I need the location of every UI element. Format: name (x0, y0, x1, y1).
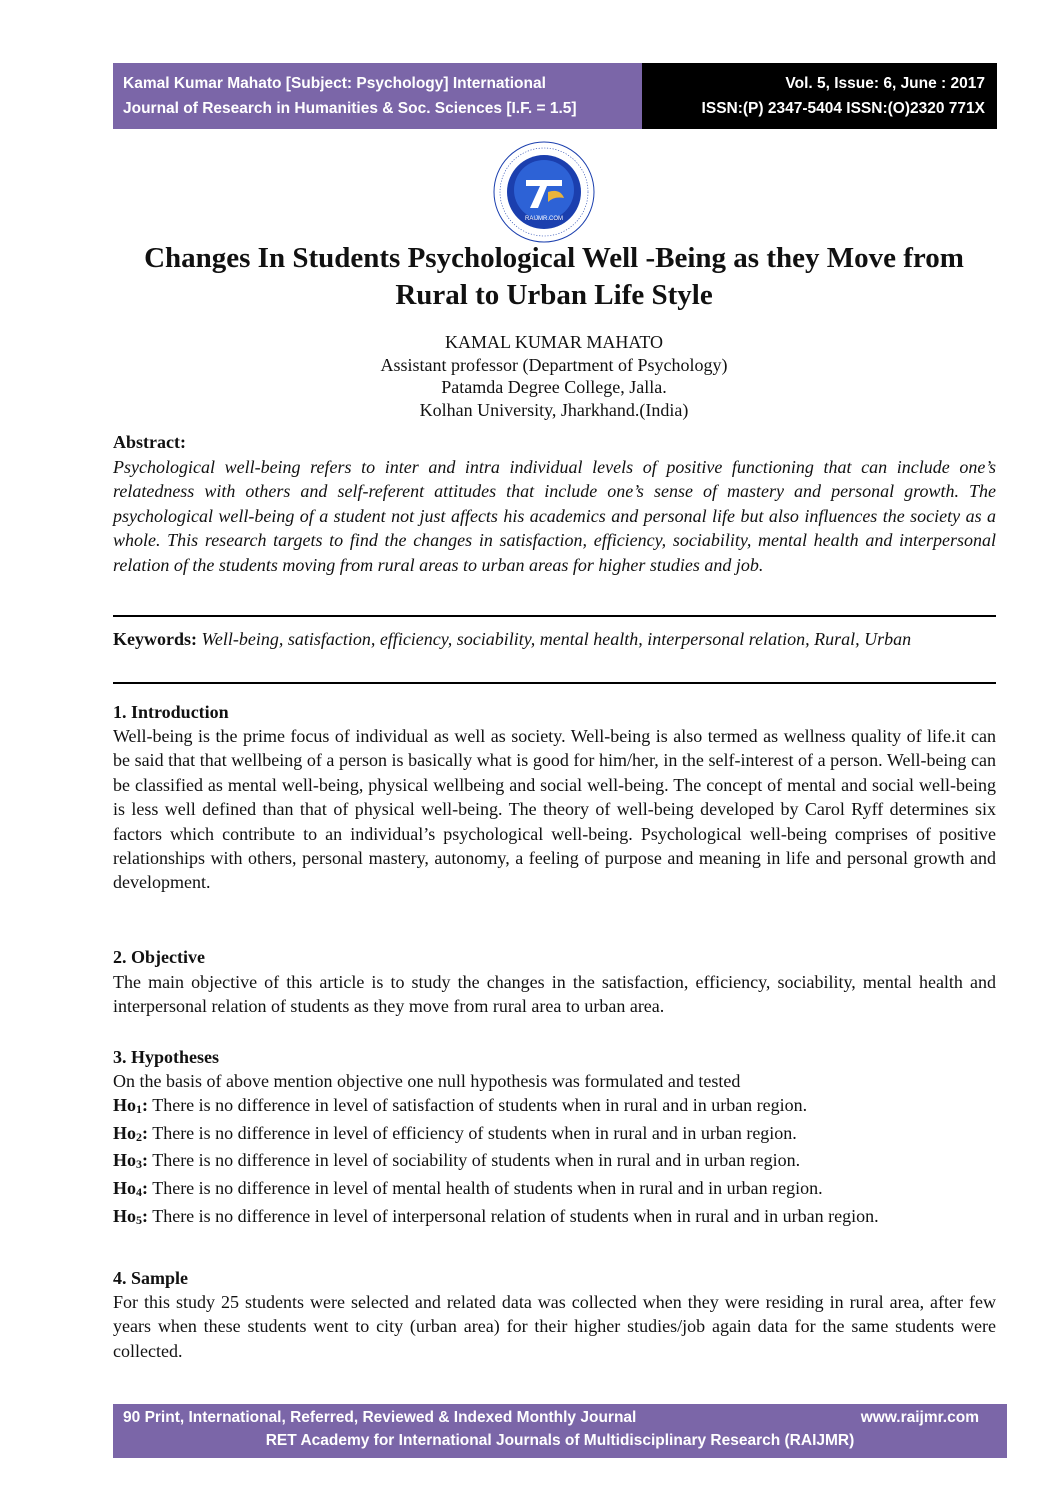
hypothesis-text: There is no difference in level of satisfaction of students when in rural and in urban region. (152, 1094, 808, 1115)
logo-text: RAIJMR.COM (525, 216, 563, 222)
header-issue-info (642, 63, 997, 129)
header-issn: ISSN:(P) 2347-5404 ISSN:(O)2320 771X (701, 100, 985, 117)
journal-footer (113, 1404, 1007, 1458)
hypothesis-label: Ho (113, 1178, 137, 1199)
footer-publisher: RET Academy for International Journals of Multidisciplinary Research (RAIJMR) (265, 1432, 855, 1449)
hypothesis-number: 2 (136, 1129, 143, 1144)
header-volume: Vol. 5, Issue: 6, June : 2017 (785, 75, 985, 92)
hypothesis-text: There is no difference in level of interpersonal relation of students when in rural and in urban region. (152, 1205, 879, 1226)
abstract-heading: Abstract: (113, 432, 186, 452)
footer-journal-type: Print, International, Referred, Reviewed & Indexed Monthly Journal (144, 1409, 637, 1426)
sample-text: For this study 25 students were selected and related data was collected when they were residing in rural area, after few years when these students went to city (urban area) for their higher studies/job again data for the same students were collected. (113, 1292, 996, 1361)
hypothesis-number: 3 (136, 1157, 143, 1172)
journal-header (113, 63, 997, 129)
hypothesis-number: 4 (136, 1185, 143, 1200)
page-number: 90 (123, 1409, 141, 1426)
hypothesis-label: Ho (113, 1094, 137, 1115)
hypothesis-item: $Ho_1$: There is no difference in level of satisfaction of students when in rural and in urban region. (113, 1094, 808, 1116)
objective-heading: 2. Objective (113, 947, 205, 967)
keywords (113, 627, 996, 651)
keywords-label: Keywords: (113, 629, 197, 649)
sample-heading: 4. Sample (113, 1268, 189, 1288)
hypotheses-intro: On the basis of above mention objective one null hypothesis was formulated and tested (113, 1071, 741, 1091)
hypothesis-number: 1 (136, 1101, 143, 1116)
divider-bottom (113, 682, 996, 684)
hypothesis-item: $Ho_2$: There is no difference in level of efficiency of students when in rural and in urban region. (113, 1122, 797, 1144)
hypotheses-heading: 3. Hypotheses (113, 1047, 220, 1067)
header-citation-line2: Journal of Research in Humanities & Soc. Sciences [I.F. = 1.5] (123, 100, 577, 117)
divider-top (113, 615, 996, 617)
hypothesis-item: $Ho_5$: There is no difference in level of interpersonal relation of students when in rural and in urban region. (113, 1205, 879, 1227)
author-name: KAMAL KUMAR MAHATO (444, 332, 663, 352)
header-citation-line1: Kamal Kumar Mahato [Subject: Psychology] International (123, 75, 546, 92)
hypothesis-item: $Ho_3$: There is no difference in level of sociability of students when in rural and in urban region. (113, 1150, 801, 1172)
paper-title: Changes In Students Psychological Well -Being as they Move from Rural to Urban Life Style (144, 242, 964, 311)
hypothesis-label: Ho (113, 1205, 137, 1226)
hypothesis-label: Ho (113, 1122, 137, 1143)
introduction-text: Well-being is the prime focus of individual as well as society. Well-being is also termed as wellness quality of life.it can be said that that wellbeing of a person is basically what is good for him/her, in the self-interest of a person. Well-being can be classified as mental well-being, physical wellbeing and social well-being. The concept of mental and social well-being is less well defined than that of physical well-being. The theory of well-being developed by Carol Ryff determines six factors which contribute to an individual’s psychological well-being. Psychological well-being comprises of positive relationships with others, personal mastery, autonomy, a feeling of purpose and meaning in life and personal growth and development. (113, 726, 996, 893)
journal-logo (492, 140, 596, 244)
hypothesis-number: 5 (136, 1212, 143, 1227)
hypotheses-list (113, 1070, 996, 1233)
abstract-text: Psychological well-being refers to inter and intra individual levels of positive functioning that can include one’s relatedness with others and self-referent attitudes that include one’s sense of mastery and personal growth. The psychological well-being of a student not just affects his academics and personal life but also influences the society as a whole. This research targets to find the changes in satisfaction, efficiency, sociability, mental health and interpersonal relation of the students moving from rural areas to urban areas for higher studies and job. (113, 457, 996, 575)
introduction-heading: 1. Introduction (113, 702, 229, 722)
hypothesis-item: $Ho_4$: There is no difference in level of mental health of students when in rural and in urban region. (113, 1178, 823, 1200)
hypothesis-text: There is no difference in level of sociability of students when in rural and in urban region. (152, 1150, 801, 1171)
author-university: Kolhan University, Jharkhand.(India) (419, 399, 689, 420)
hypothesis-text: There is no difference in level of mental health of students when in rural and in urban region. (152, 1178, 823, 1199)
footer-website[interactable]: www.raijmr.com (860, 1409, 979, 1426)
footer-line1 (123, 1409, 636, 1427)
hypothesis-label: Ho (113, 1150, 137, 1171)
header-citation (113, 63, 642, 129)
author-position: Assistant professor (Department of Psychology) (380, 354, 728, 375)
objective-text: The main objective of this article is to study the changes in the satisfaction, efficiency, sociability, mental health and interpersonal relation of students as they move from rural area to urban area. (113, 972, 996, 1017)
author-block (110, 331, 998, 421)
author-college: Patamda Degree College, Jalla. (441, 377, 667, 397)
hypothesis-text: There is no difference in level of efficiency of students when in rural and in urban region. (152, 1122, 797, 1143)
keywords-text: Well-being, satisfaction, efficiency, sociability, mental health, interpersonal relation, Rural, Urban (201, 629, 912, 649)
